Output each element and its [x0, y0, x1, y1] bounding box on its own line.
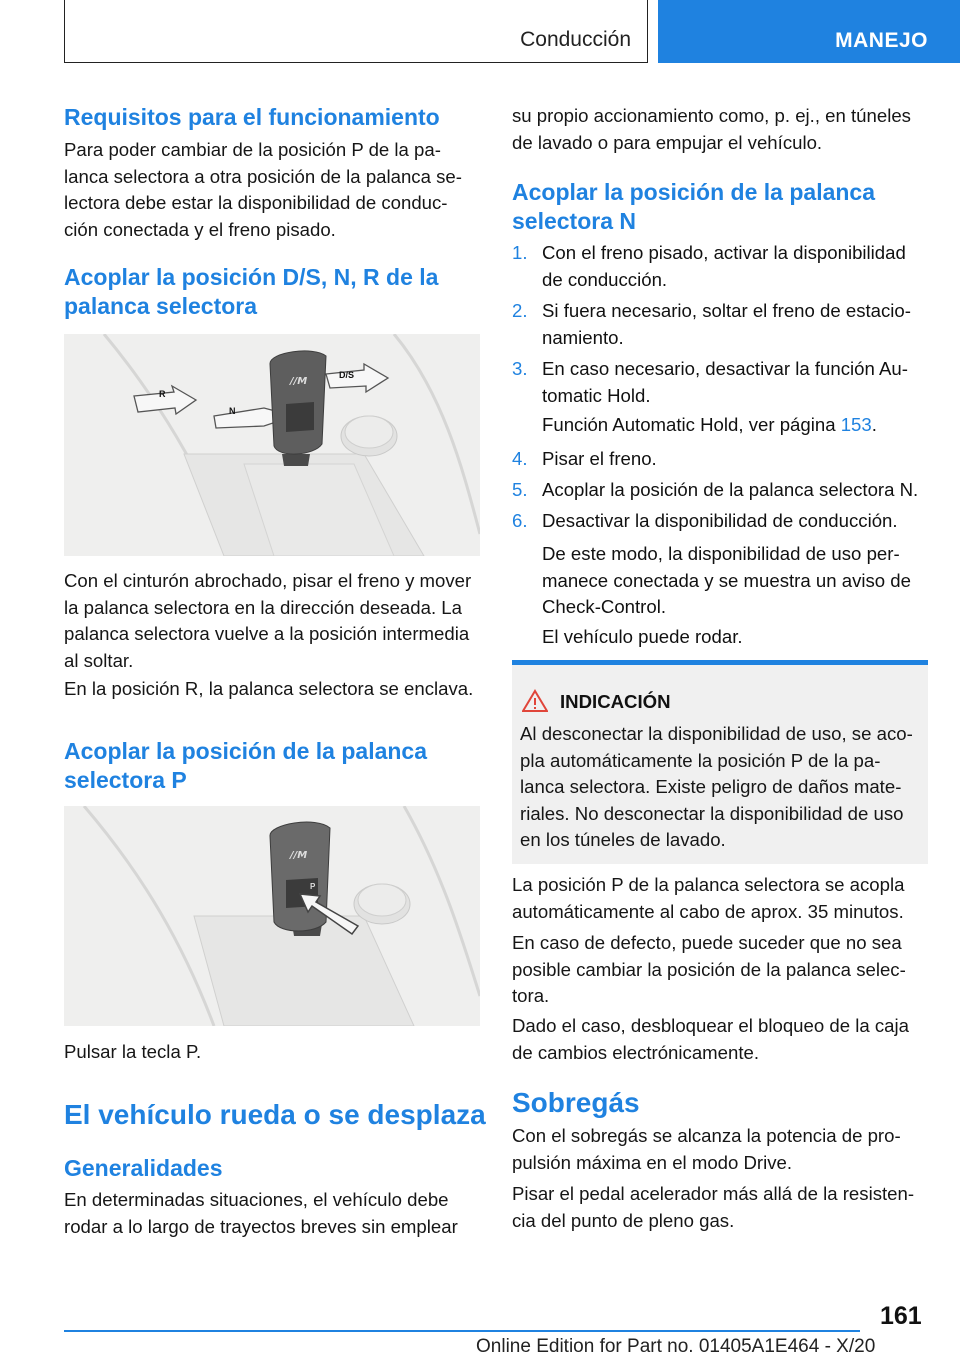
chapter-tab[interactable]: [658, 0, 960, 63]
step-reference-text: [542, 412, 932, 439]
line: posible cambiar la posición de la palanca selec-: [512, 958, 906, 980]
step-number: 5.: [512, 479, 528, 500]
heading-acoplar-n: [512, 178, 875, 236]
para-generalidades: [64, 1187, 484, 1240]
line: rodar a lo largo de trayectos breves sin emplear: [64, 1215, 458, 1237]
step-text: [542, 298, 932, 351]
figure-selector-lever-dsnr: [64, 334, 480, 556]
line: Al desconectar la disponibilidad de uso, se aco-: [520, 723, 913, 744]
line: en los túneles de lavado.: [520, 829, 726, 850]
step-text: Desactivar la disponibilidad de conducción.: [542, 510, 898, 531]
line: namiento.: [542, 326, 624, 348]
line: La posición P de la palanca selectora se acopla: [512, 874, 905, 895]
svg-text://M: //M: [290, 850, 308, 861]
fig-label-ds: D/S: [339, 370, 355, 380]
line: selectora N: [512, 208, 637, 234]
fig-label-n: N: [229, 406, 236, 416]
para-dsnr: [64, 568, 484, 674]
line: su propio accionamiento como, p. ej., en túneles: [512, 105, 911, 126]
line: Dado el caso, desbloquear el bloqueo de la caja: [512, 1015, 909, 1036]
line: Check-Control.: [542, 596, 667, 617]
para-enclava: En la posición R, la palanca selectora se enclava.: [64, 678, 474, 699]
line: pulsión máxima en el modo Drive.: [512, 1151, 793, 1173]
line: tora.: [512, 985, 550, 1006]
line: riales. No desconectar la disponibilidad de uso: [520, 802, 904, 824]
line: Si fuera necesario, soltar el freno de estacio-: [542, 300, 911, 321]
step-detail-text: El vehículo puede rodar.: [542, 626, 743, 647]
selector-lever-illustration: [64, 334, 480, 556]
step-text: [542, 356, 932, 409]
warning-icon: [522, 689, 548, 713]
line: lanca selectora. Existe peligro de daños mate-: [520, 776, 902, 797]
reference-prefix: Función Automatic Hold, ver página: [542, 414, 841, 435]
line: ción conectada y el freno pisado.: [64, 218, 336, 240]
note-title: INDICACIÓN: [560, 691, 671, 712]
line: En determinadas situaciones, el vehículo debe: [64, 1189, 449, 1210]
line: En caso de defecto, puede suceder que no sea: [512, 932, 902, 953]
line: palanca selectora vuelve a la posición intermedia: [64, 623, 470, 644]
fig-label-p: P: [310, 882, 316, 891]
line: lectora debe estar la disponibilidad de conduc-: [64, 192, 448, 213]
para-defecto: [512, 930, 932, 1010]
page-link-153[interactable]: 153: [840, 414, 872, 435]
reference-period: .: [871, 414, 877, 435]
step-number: 4.: [512, 448, 528, 469]
line: palanca selectora: [64, 293, 258, 319]
step-number: 1.: [512, 242, 528, 263]
heading-sobregas: Sobregás: [512, 1087, 640, 1118]
header-section-box: [64, 0, 648, 63]
para-auto-p: [512, 872, 932, 925]
p-button-illustration: [64, 806, 480, 1026]
line: selectora P: [64, 767, 187, 793]
svg-text://M: //M: [290, 376, 308, 387]
line: al soltar.: [64, 649, 134, 671]
line: la palanca selectora en la dirección deseada. La: [64, 596, 462, 618]
line: de conducción.: [542, 268, 668, 290]
heading-acoplar-p: [64, 737, 427, 795]
para-dado: [512, 1013, 932, 1066]
line: Acoplar la posición D/S, N, R de la: [64, 264, 439, 290]
note-box: [512, 660, 928, 864]
page-number: 161: [880, 1302, 922, 1330]
step-number: 3.: [512, 358, 528, 379]
line: Con el cinturón abrochado, pisar el freno y mover: [64, 570, 472, 591]
header-section-title: Conducción: [520, 28, 631, 51]
step-number: 2.: [512, 300, 528, 321]
para-requisitos: [64, 137, 484, 243]
line: pla automáticamente la posición P de la pa-: [520, 749, 881, 771]
line: lanca selectora a otra posición de la palanca se-: [64, 165, 462, 187]
line: En caso necesario, desactivar la función Au-: [542, 358, 908, 379]
step-text: Pisar el freno.: [542, 448, 657, 469]
heading-acoplar-dsnr: [64, 263, 438, 321]
line: de lavado o para empujar el vehículo.: [512, 131, 823, 153]
footer-edition: Online Edition for Part no. 01405A1E464 - X/20: [476, 1336, 876, 1357]
line: manece conectada y se muestra un aviso de: [542, 569, 911, 591]
heading-vehiculo-rueda: El vehículo rueda o se desplaza: [64, 1099, 486, 1130]
para-pulsar: Pulsar la tecla P.: [64, 1041, 202, 1062]
line: Pisar el pedal acelerador más allá de la resisten-: [512, 1183, 915, 1204]
line: cia del punto de pleno gas.: [512, 1209, 735, 1231]
step-detail-text: [542, 541, 932, 621]
fig-label-r: R: [159, 389, 166, 399]
line: Con el freno pisado, activar la disponibilidad: [542, 242, 906, 263]
para-continuation: [512, 103, 932, 156]
line: de cambios electrónicamente.: [512, 1041, 760, 1063]
line: Para poder cambiar de la posición P de la pa-: [64, 139, 441, 160]
figure-selector-lever-p: [64, 806, 480, 1026]
line: De este modo, la disponibilidad de uso per-: [542, 543, 900, 564]
line: Acoplar la posición de la palanca: [512, 179, 876, 205]
heading-requisitos: Requisitos para el funcionamiento: [64, 104, 440, 130]
step-text: Acoplar la posición de la palanca selectora N.: [542, 479, 919, 500]
line: Acoplar la posición de la palanca: [64, 738, 428, 764]
heading-generalidades: Generalidades: [64, 1155, 223, 1181]
note-text: [520, 721, 930, 854]
chapter-tab-label: MANEJO: [835, 29, 928, 52]
line: automáticamente al cabo de aprox. 35 minutos.: [512, 900, 904, 922]
para-sobregas-1: [512, 1123, 932, 1176]
para-sobregas-2: [512, 1181, 932, 1234]
line: Con el sobregás se alcanza la potencia de pro-: [512, 1125, 901, 1146]
step-number: 6.: [512, 510, 528, 531]
step-text: [542, 240, 932, 293]
line: tomatic Hold.: [542, 384, 651, 406]
footer-divider: [64, 1330, 860, 1332]
